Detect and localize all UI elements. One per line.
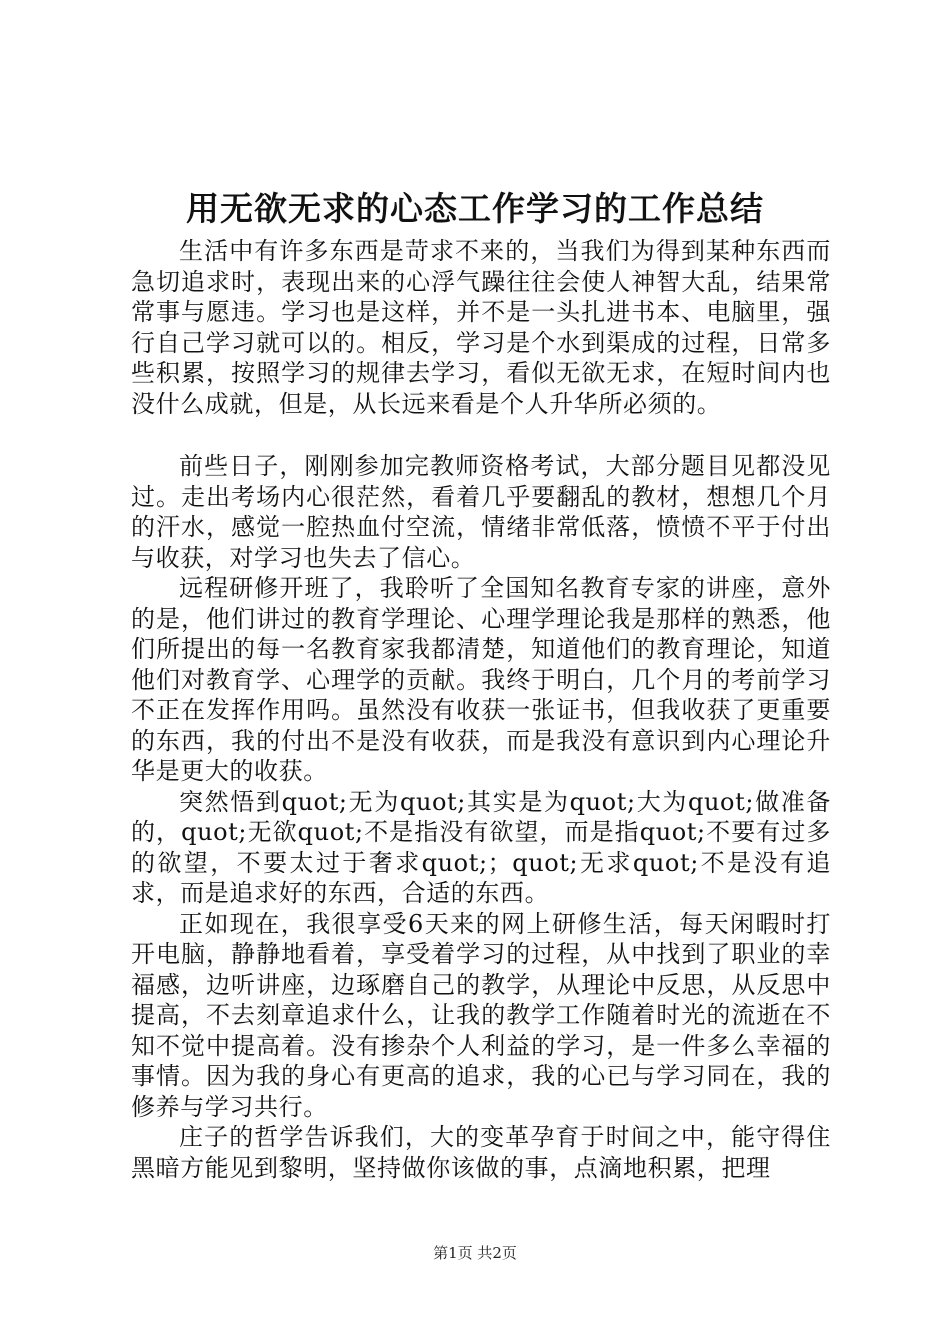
paragraph-remote-training: 远程研修开班了，我聆听了全国知名教育专家的讲座，意外的是，他们讲过的教育学理论、心理学理论我是那样的熟悉，他们所提出的每一名教育家我都清楚，知道他们的教育理论，知道他们对教育学、心理学的贡献。我终于明白，几个月的考前学习不正在发挥作用吗。虽然没有收获一张证书，但我收获了更重要的东西，我的付出不是没有收获，而是我没有意识到内心理论升华是更大的收获。 xyxy=(131,574,831,785)
paragraph-online-study: 正如现在，我很享受6天来的网上研修生活，每天闲暇时打开电脑，静静地看着，享受着学习的过程，从中找到了职业的幸福感，边听讲座，边琢磨自己的教学，从理论中反思，从反思中提高，不去刻章追求什么，让我的教学工作随着时光的流逝在不知不觉中提高着。没有掺杂个人利益的学习，是一件多么幸福的事情。因为我的身心有更高的追求，我的心已与学习同在，我的修养与学习共行。 xyxy=(131,909,831,1121)
document-body xyxy=(131,236,831,1183)
page-footer: 第1页 共2页 xyxy=(433,1244,517,1262)
paragraph-exam: 前些日子，刚刚参加完教师资格考试，大部分题目见都没见过。走出考场内心很茫然，看着几乎要翻乱的教材，想想几个月的汗水，感觉一腔热血付空流，情绪非常低落，愤愤不平于付出与收获，对学习也失去了信心。 xyxy=(131,452,831,572)
document-title: 用无欲无求的心态工作学习的工作总结 xyxy=(186,189,764,228)
paragraph-realization: 突然悟到quot;无为quot;其实是为quot;大为quot;做准备的，quot;无欲quot;不是指没有欲望，而是指quot;不要有过多的欲望，不要太过于奢求quot;；quot;无求quot;不是没有追求，而是追求好的东西，合适的东西。 xyxy=(131,787,831,907)
paragraph-intro: 生活中有许多东西是苛求不来的，当我们为得到某种东西而急切追求时，表现出来的心浮气躁往往会使人神智大乱，结果常常事与愿违。学习也是这样，并不是一头扎进书本、电脑里，强行自己学习就可以的。相反，学习是个水到渠成的过程，日常多些积累，按照学习的规律去学习，看似无欲无求，在短时间内也没什么成就，但是，从长远来看是个人升华所必须的。 xyxy=(131,237,831,418)
paragraph-zhuangzi: 庄子的哲学告诉我们，大的变革孕育于时间之中，能守得住黑暗方能见到黎明，坚持做你该做的事，点滴地积累，把理 xyxy=(131,1123,831,1182)
